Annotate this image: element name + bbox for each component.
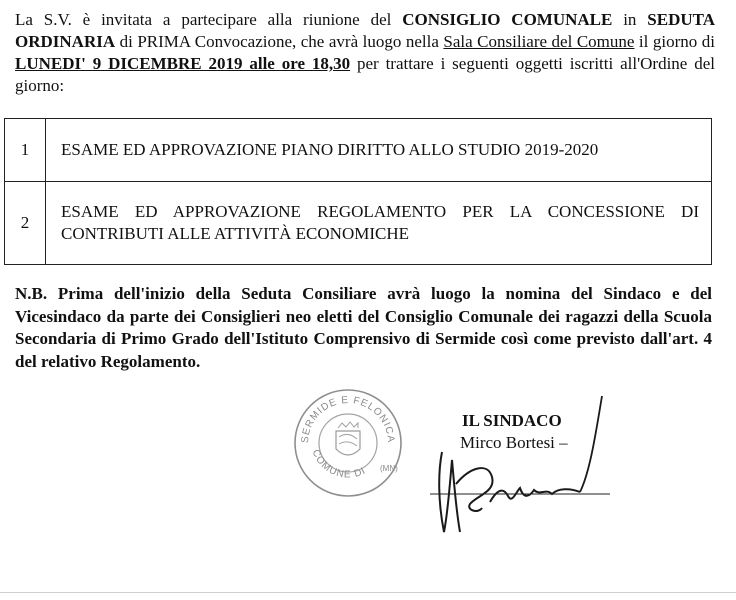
seal-province-text: (MN) xyxy=(380,464,398,473)
intro-text-1: La S.V. è invitata a partecipare alla riunione del xyxy=(15,10,403,29)
svg-text:COMUNE DI xyxy=(310,448,368,480)
council-name: CONSIGLIO COMUNALE xyxy=(402,10,613,29)
agenda-item-text: ESAME ED APPROVAZIONE PIANO DIRITTO ALLO STUDIO 2019-2020 xyxy=(46,119,712,182)
intro-text-5: di PRIMA Convocazione, che avrà luogo nella xyxy=(115,32,444,51)
agenda-item-text: ESAME ED APPROVAZIONE REGOLAMENTO PER LA CONCESSIONE DI CONTRIBUTI ALLE ATTIVITÀ ECONOMICHE xyxy=(46,182,712,265)
agenda-item-number: 2 xyxy=(5,182,46,265)
agenda-item-number: 1 xyxy=(5,119,46,182)
nota-bene-paragraph: N.B. Prima dell'inizio della Seduta Consiliare avrà luogo la nomina del Sindaco e del Vicesindaco da parte dei Consiglieri neo eletti del Consiglio Comunale dei ragazzi della Scuola Secondaria di Primo Grado dell'Istituto Comprensivo di Sermide così come previsto dall'art. 4 del relativo Regolamento. xyxy=(15,284,712,371)
intro-text-3: in xyxy=(612,10,648,29)
intro-text-9: per trattare i seguenti oggetti iscritti all'Ordine del giorno: xyxy=(15,54,715,95)
intro-text-7: il giorno di xyxy=(634,32,715,51)
municipal-seal-stamp xyxy=(292,387,404,499)
signatory-title: IL SINDACO xyxy=(462,411,562,430)
seal-top-text: SERMIDE E FELONICA xyxy=(299,394,397,444)
session-type: SEDUTA ORDINARIA xyxy=(15,10,715,51)
agenda-table xyxy=(4,118,712,265)
page-bottom-rule xyxy=(0,592,736,593)
agenda-row xyxy=(5,182,712,265)
handwritten-signature xyxy=(430,392,630,542)
meeting-location: Sala Consiliare del Comune xyxy=(443,32,635,51)
seal-bottom-text: COMUNE DI xyxy=(309,448,368,481)
invitation-paragraph xyxy=(15,9,715,97)
agenda-row xyxy=(5,119,712,182)
meeting-date: LUNEDI' 9 DICEMBRE 2019 alle ore 18,30 xyxy=(15,54,351,73)
signatory-name: Mirco Bortesi – xyxy=(460,433,568,452)
